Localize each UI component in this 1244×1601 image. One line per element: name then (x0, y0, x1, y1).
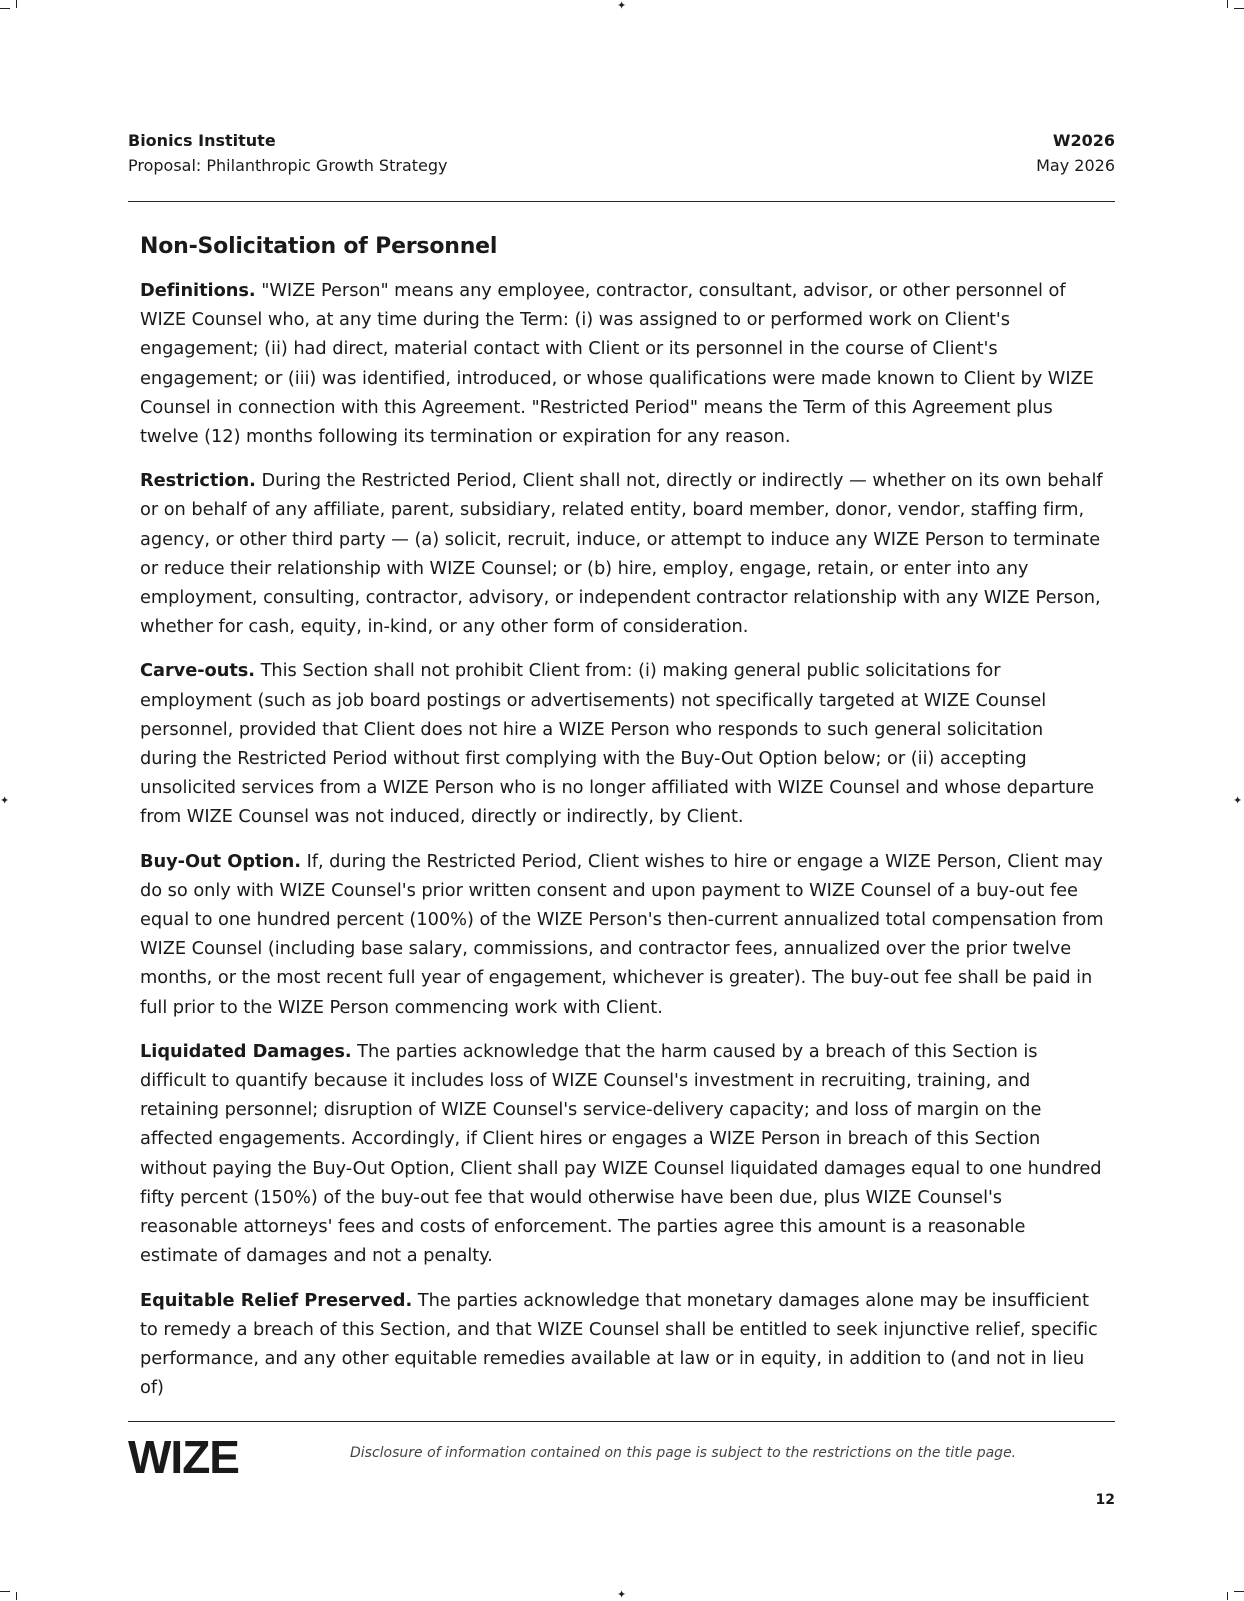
main-content (140, 232, 1104, 1417)
paragraph-carve-outs (140, 656, 1104, 831)
wize-logo: WIZE (128, 1431, 239, 1483)
paragraph-text: During the Restricted Period, Client shall not, directly or indirectly — whether on its own behalf or on behalf of any affiliate, parent, subsidiary, related entity, board member, donor, vendor, staffing firm, agency, or other third party — (a) solicit, recruit, induce, or attempt to induce any WIZE Person to terminate or reduce their relationship with WIZE Counsel; or (b) hire, employ, engage, retain, or enter into any employment, consulting, contractor, advisory, or independent contractor relationship with any WIZE Person, whether for cash, equity, in-kind, or any other form of consideration. (140, 470, 1103, 638)
paragraph-label: Liquidated Damages. (140, 1040, 352, 1062)
footer-divider (128, 1421, 1115, 1422)
crop-mark (0, 8, 10, 9)
header-left (128, 131, 447, 176)
document-date: May 2026 (1036, 156, 1115, 175)
crop-mark (1234, 8, 1244, 9)
paragraph-text: If, during the Restricted Period, Client wishes to hire or engage a WIZE Person, Client may do so only with WIZE Counsel's prior written consent and upon payment to WIZE Counsel of a buy-out fee equal to one hundred percent (100%) of the WIZE Person's then-current annualized total compensation from WIZE Counsel (including base salary, commissions, and contractor fees, annualized over the prior twelve months, or the most recent full year of engagement, whichever is greater). The buy-out fee shall be paid in full prior to the WIZE Person commencing work with Client. (140, 850, 1104, 1018)
paragraph-buy-out-option (140, 847, 1104, 1022)
document-code: W2026 (1052, 131, 1115, 150)
paragraph-text: The parties acknowledge that monetary damages alone may be insufficient to remedy a breach of this Section, and that WIZE Counsel shall be entitled to seek injunctive relief, specific performance, and any other equitable remedies available at law or in equity, in addition to (and not in lieu of) (140, 1289, 1098, 1399)
page-number: 12 (1095, 1492, 1115, 1508)
paragraph-label: Carve-outs. (140, 660, 256, 682)
registration-mark-icon: ✦ (617, 1588, 627, 1601)
crop-mark (0, 1591, 10, 1592)
paragraph-label: Buy-Out Option. (140, 850, 301, 872)
paragraph-text: This Section shall not prohibit Client from: (i) making general public solicitations for employment (such as job board postings or advertisements) not specifically targeted at WIZE Counsel personnel, provided that Client does not hire a WIZE Person who responds to such general solicitation during the Restricted Period without first complying with the Buy-Out Option below; or (ii) accepting unsolicited services from a WIZE Person who is no longer affiliated with WIZE Counsel and whose departure from WIZE Counsel was not induced, directly or indirectly, by Client. (140, 660, 1095, 828)
section-title: Non-Solicitation of Personnel (140, 234, 498, 259)
paragraph-equitable-relief (140, 1286, 1104, 1403)
paragraph-label: Restriction. (140, 470, 256, 492)
header-right (1036, 131, 1115, 176)
document-subtitle: Proposal: Philanthropic Growth Strategy (128, 156, 448, 175)
registration-mark-icon: ✦ (1233, 794, 1243, 807)
crop-mark (1234, 1591, 1244, 1592)
registration-mark-icon: ✦ (0, 794, 10, 807)
crop-mark (16, 0, 17, 8)
crop-mark (16, 1592, 17, 1600)
paragraph-restriction (140, 466, 1104, 641)
paragraph-text: The parties acknowledge that the harm caused by a breach of this Section is difficult to quantify because it includes loss of WIZE Counsel's investment in recruiting, training, and retaining personnel; disruption of WIZE Counsel's service-delivery capacity; and loss of margin on the affected engagements. Accordingly, if Client hires or engages a WIZE Person in breach of this Section without paying the Buy-Out Option, Client shall pay WIZE Counsel liquidated damages equal to one hundred fifty percent (150%) of the buy-out fee that would otherwise have been due, plus WIZE Counsel's reasonable attorneys' fees and costs of enforcement. The parties agree this amount is a reasonable estimate of damages and not a penalty. (140, 1040, 1102, 1267)
organization-name: Bionics Institute (128, 131, 276, 150)
paragraph-label: Definitions. (140, 280, 256, 301)
crop-mark (1227, 1592, 1228, 1600)
paragraph-definitions (140, 276, 1104, 451)
footer-disclaimer: Disclosure of information contained on this page is subject to the restrictions on the title page. (350, 1445, 1017, 1461)
paragraph-text: "WIZE Person" means any employee, contractor, consultant, advisor, or other personnel of WIZE Counsel who, at any time during the Term: (i) was assigned to or performed work on Client's engagement; (ii) had direct, material contact with Client or its personnel in the course of Client's engagement; or (iii) was identified, introduced, or whose qualifications were made known to Client by WIZE Counsel in connection with this Agreement. "Restricted Period" means the Term of this Agreement plus twelve (12) months following its termination or expiration for any reason. (140, 280, 1094, 448)
page-header (128, 131, 1115, 202)
paragraph-label: Equitable Relief Preserved. (140, 1289, 413, 1311)
paragraph-liquidated-damages (140, 1037, 1104, 1271)
registration-mark-icon: ✦ (617, 0, 627, 12)
crop-mark (1227, 0, 1228, 8)
